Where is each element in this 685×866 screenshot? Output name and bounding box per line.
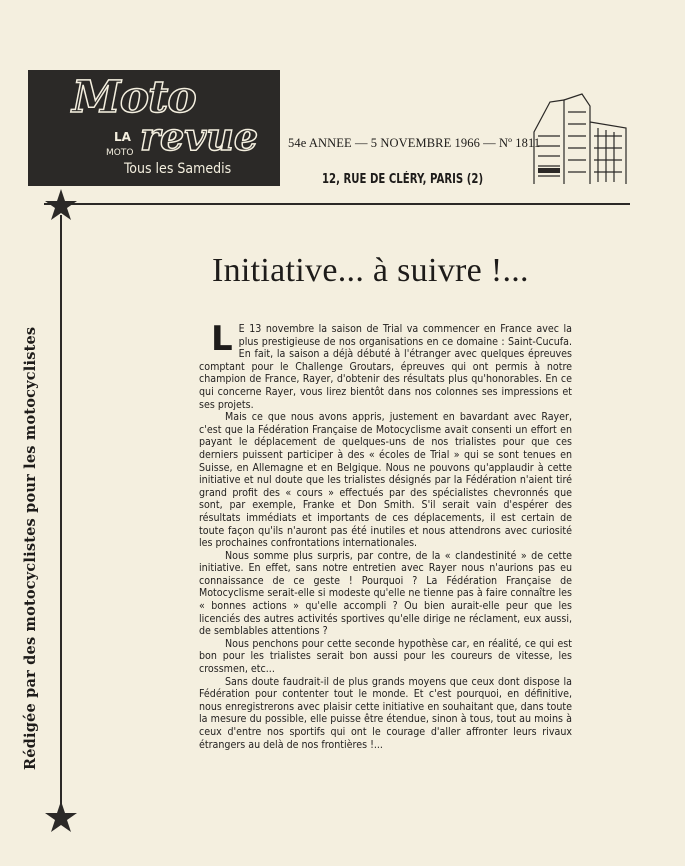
- building-illustration: [530, 92, 630, 186]
- logo-revue-word: revue: [140, 114, 259, 159]
- masthead-rule: [44, 203, 630, 205]
- article-paragraph-2: Mais ce que nous avons appris, justement en bavardant avec Rayer, c'est que la Fédération Française de Motocyclisme avait consenti un effort en payant le déplacement de quelques-uns de nos trialistes pour que ces derniers puissent participer à des « écoles de Trial » qui se sont tenues en Suisse, en Allemagne et en Belgique. Nous ne pouvons qu'applaudir à cette initiative et nul doute que les trialistes désignés par la Fédération n'aient tiré grand profit des « cours » effectués par des spécialistes chevronnés que sont, par exemple, Franke et Don Smith. S'il serait vain d'espérer des résultats immédiats et importants de ces déplacements, il est certain de toute façon qu'ils n'auront pas été inutiles et nous attendrons avec curiosité les prochaines confrontations internationales.: [199, 411, 572, 550]
- logo-tagline: Tous les Samedis: [124, 161, 232, 177]
- logo-la-word: LA: [114, 130, 131, 144]
- address-line: 12, RUE DE CLÉRY, PARIS (2): [322, 172, 484, 187]
- article-headline: Initiative... à suivre !...: [212, 252, 529, 289]
- vertical-slogan: Rédigée par des motocyclistes pour les motocyclistes: [22, 326, 39, 770]
- article-body: [199, 319, 572, 751]
- article-paragraph-3: Nous somme plus surpris, par contre, de la « clandestinité » de cette initiative. En effet, sans notre entretien avec Rayer nous n'aurions pas eu connaissance de ce geste ! Pourquoi ? La Fédération Française de Motocyclisme serait-elle si modeste qu'elle ne tienne pas à faire connaître les « bonnes actions » qu'elle accompli ? Ou bien aurait-elle peur que les licenciés des autres activités sportives qu'elle dirige ne réclament, eux aussi, de semblables attentions ?: [199, 549, 572, 638]
- moto-revue-logo: [28, 70, 280, 186]
- logo-moto-small-word: MOTO: [106, 148, 134, 158]
- paragraph-text: E 13 novembre la saison de Trial va commencer en France avec la plus prestigieuse de nos organisations en ce domaine : Saint-Cucufa. En fait, la saison a déjà débuté à l'étranger avec quelques épreuves comptant pour le Challenge Groutars, épreuves qui ont permis à notre champion de France, Rayer, d'obtenir des résultats plus qu'honorables. En ce qui concerne Rayer, vous lirez bientôt dans nos colonnes ses impressions et ses projets.: [199, 323, 572, 411]
- article-paragraph-4: Nous penchons pour cette seconde hypothèse car, en réalité, ce qui est bon pour les trialistes serait bon aussi pour les coureurs de vitesse, les crossmen, etc...: [199, 637, 572, 676]
- star-ornament-top: [44, 188, 78, 222]
- issue-line: 54e ANNEE — 5 NOVEMBRE 1966 — Nº 1811: [288, 136, 541, 150]
- star-ornament-bottom: [44, 800, 78, 834]
- logo-moto-word: Moto: [72, 72, 196, 123]
- article-paragraph-5: Sans doute faudrait-il de plus grands moyens que ceux dont dispose la Fédération pour contenter tout le monde. Et c'est pourquoi, en définitive, nous enregistrerons avec plaisir cette initiative en souhaitant que, dans toute la mesure du possible, elle puisse être étendue, sinon à tous, tout au moins à ceux d'entre nos sportifs qui ont le courage d'aller affronter leurs rivaux étrangers au delà de nos frontières !...: [199, 675, 572, 751]
- drop-cap: L: [211, 319, 233, 359]
- margin-rule: [60, 215, 62, 813]
- article-paragraph-1: [199, 319, 572, 411]
